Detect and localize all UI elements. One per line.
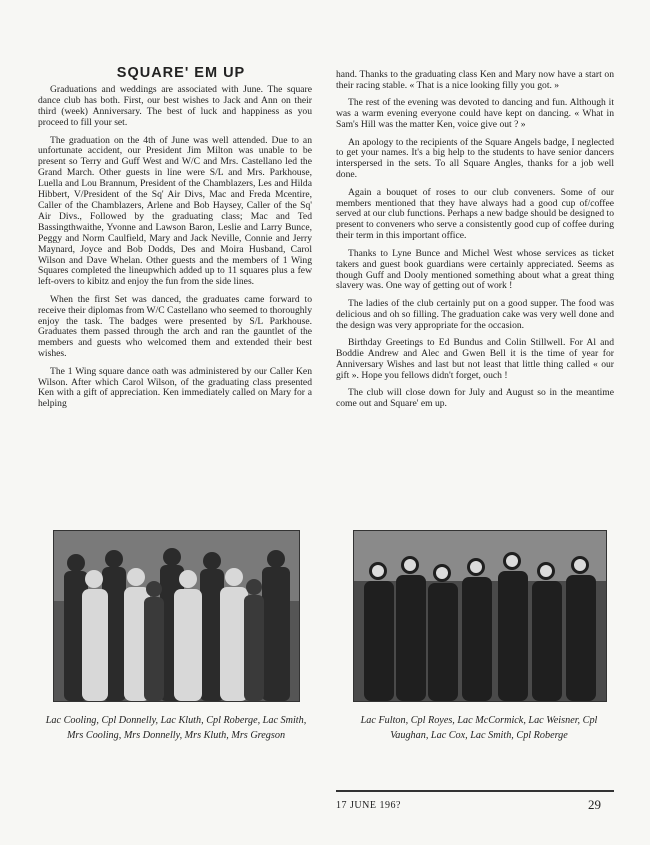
footer-date: 17 JUNE 196? bbox=[336, 800, 401, 811]
group-photo-right bbox=[353, 530, 607, 702]
article-paragraph: The club will close down for July and August so in the meantime come out and Square' em up. bbox=[336, 387, 614, 410]
article-title: SQUARE' EM UP bbox=[116, 65, 246, 81]
article-paragraph: Graduations and weddings are associated with June. The square dance club has both. First, our best wishes to Jack and Ann on their third (week) Anniversary. The best of luck and happiness as you proceed to fill your set. bbox=[38, 84, 312, 129]
group-photo-left bbox=[53, 530, 300, 702]
article-paragraph: Again a bouquet of roses to our club conveners. Some of our members mentioned that they have always had a good cup of/coffee served at our club functions. Perhaps a new badge should be designed to present to conveners who serve a consistently good cup of coffee during their term in this important office. bbox=[336, 186, 614, 242]
article-paragraph: hand. Thanks to the graduating class Ken and Mary now have a start on their racing stable. « That is a nice looking filly you got. » bbox=[336, 69, 614, 91]
page-number: 29 bbox=[588, 797, 601, 812]
article-paragraph: The 1 Wing square dance oath was administered by our Caller Ken Wilson. After which Carol Wilson, of the graduating class presented Ken with a gift of appreciation. Ken immediately called on Mary for a helping bbox=[38, 365, 312, 410]
article-paragraph: The rest of the evening was devoted to dancing and fun. Although it was a warm evening everyone could have kept on dancing. « What in Sam's Hill was the matter Ken, voice give out ? » bbox=[336, 97, 614, 131]
photo-caption-right: Lac Fulton, Cpl Royes, Lac McCormick, Lac Weisner, Cpl Vaughan, Lac Cox, Lac Smith, Cpl Roberge bbox=[360, 715, 598, 741]
article-paragraph: The ladies of the club certainly put on a good supper. The food was delicious and oh so filling. The graduation cake was very well done and the design was very appropriate for the occasion. bbox=[336, 297, 614, 331]
article-right-column bbox=[336, 70, 614, 416]
footer-rule bbox=[336, 790, 614, 792]
article-paragraph: The graduation on the 4th of June was well attended. Due to an unfortunate accident, our President Jim Milton was unable to be present so Terry and Guff West and W/C and Mrs. Castellano led the Grand March. Other guests in line were S/L and Mrs. Parkhouse, Luella and Lou Brannum, President of the Chamblazers, Les and Hilda Hibbert, V/President of the Sq' Air Divs, Mac and Freda Mcentire, Caller of the Chamblazers, Arlene and Bob Haysey, Caller of the Sq' Air Divs., Followed by the graduating class; Mac and Ted Bassingthwaithe, Yvonne and Lawson Baron, Leslie and Larry Bunce, Peggy and Norm Caulfield, Mary and Jack Neville, Connie and Jerry Maynard, Joyce and Bob Dodds, Des and Moira Husband, Carol Wilson and Dave Whelan. Other guests and the members of 1 Wing Squares completed the lineupwhich added up to 11 squares plus a few left-overs to kibitz and enjoy the fun from the side lines. bbox=[38, 134, 312, 288]
article-paragraph: Thanks to Lyne Bunce and Michel West whose services as ticket takers and guest book guardians were certainly appreciated. Seems as though Guff and Dooly mentioned something about what a great thing slavery was. One way of getting out of work ! bbox=[336, 247, 614, 292]
photo-caption-left: Lac Cooling, Cpl Donnelly, Lac Kluth, Cpl Roberge, Lac Smith, Mrs Cooling, Mrs Donnelly, Mrs Kluth, Mrs Gregson bbox=[45, 715, 307, 741]
article-paragraph: When the first Set was danced, the graduates came forward to receive their diplomas from W/C Castellano who seemed to thoroughly enjoy the task. The badges were presented by S/L Parkhouse. Graduates them passed through the arch and ran the gauntlet of the members and guests who welcomed them and extended their best wishes. bbox=[38, 293, 312, 360]
article-left-column bbox=[38, 65, 312, 417]
article-paragraph: An apology to the recipients of the Square Angels badge, I neglected to get your names. It's a big help to the students to have senior dancers interspersed in the sets. To all Square Angles, thanks for a job well done. bbox=[336, 136, 614, 181]
article-paragraph: Birthday Greetings to Ed Bundus and Colin Stillwell. For Al and Boddie Andrew and Alec and Gwen Bell it is the time of year for Anniversary Wishes and last but not least that little thing called « our gift ». Hope you fellows didn't forget, ouch ! bbox=[336, 337, 614, 381]
